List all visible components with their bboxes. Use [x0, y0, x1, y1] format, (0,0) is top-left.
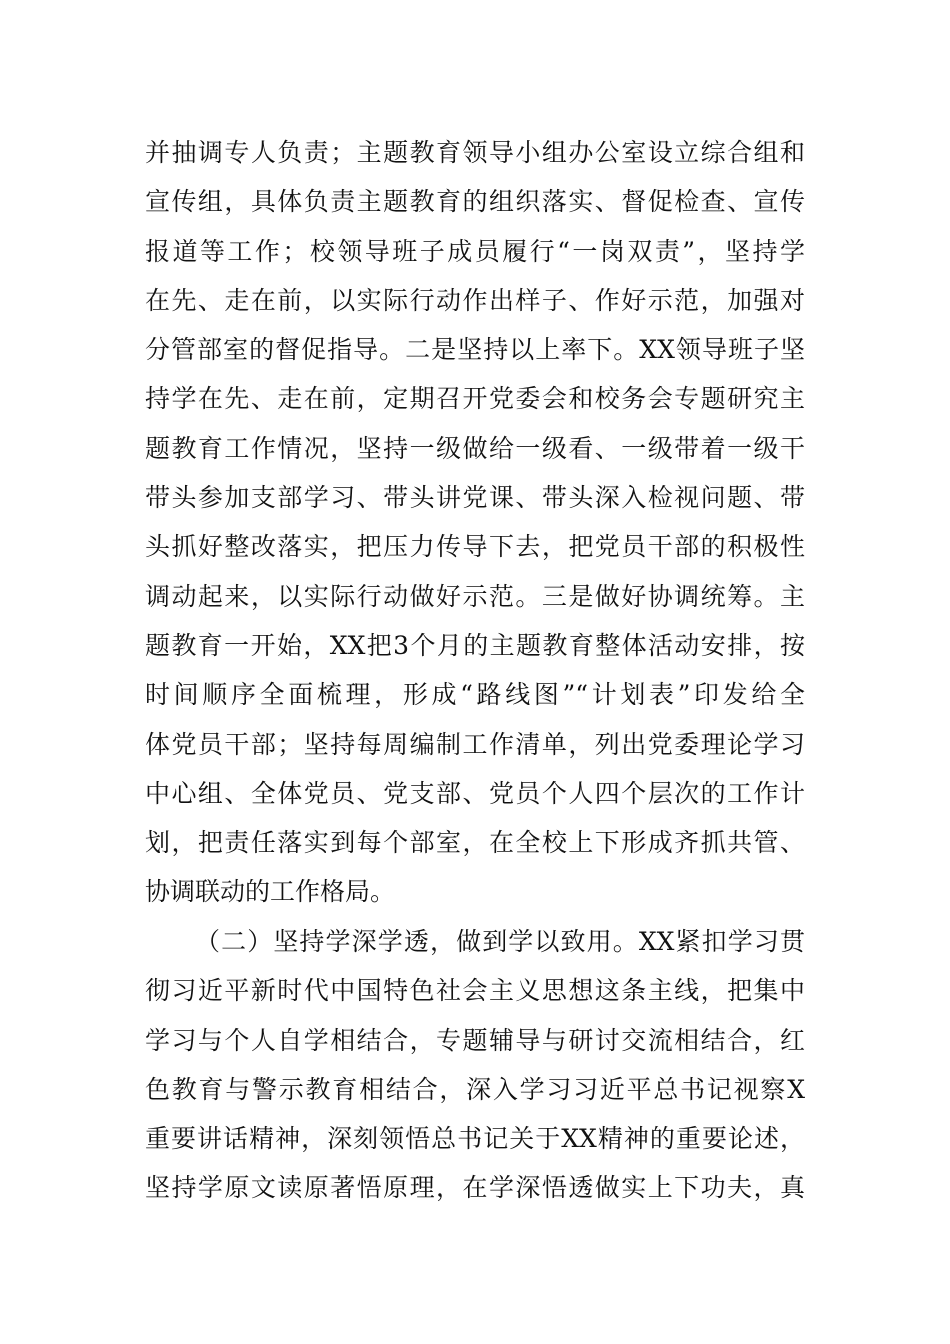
text-line: 划，把责任落实到每个部室，在全校上下形成齐抓共管、	[145, 828, 805, 858]
text-line: 头抓好整改落实，把压力传导下去，把党员干部的积极性	[145, 532, 805, 562]
text-line: （二）坚持学深学透，做到学以致用。XX紧扣学习贯	[195, 927, 805, 956]
text-line: 重要讲话精神，深刻领悟总书记关于XX精神的重要论述，	[145, 1124, 805, 1154]
paragraph-2	[145, 917, 805, 1213]
text-line: 宣传组，具体负责主题教育的组织落实、督促检查、宣传	[145, 187, 805, 217]
text-line: 并抽调专人负责；主题教育领导小组办公室设立综合组和	[145, 138, 805, 167]
text-line: 协调联动的工作格局。	[145, 877, 396, 907]
text-line: 分管部室的督促指导。二是坚持以上率下。XX领导班子坚	[145, 335, 805, 365]
text-line: 中心组、全体党员、党支部、党员个人四个层次的工作计	[145, 778, 805, 808]
paragraph-1	[145, 128, 805, 917]
text-line: 色教育与警示教育相结合，深入学习习近平总书记视察X	[145, 1074, 805, 1104]
text-line: 时间顺序全面梳理，形成“路线图”“计划表”印发给全	[145, 680, 805, 710]
text-line: 学习与个人自学相结合，专题辅导与研讨交流相结合，红	[145, 1025, 805, 1055]
text-line: 坚持学原文读原著悟原理，在学深悟透做实上下功夫，真	[145, 1173, 805, 1203]
text-line: 体党员干部；坚持每周编制工作清单，列出党委理论学习	[145, 729, 805, 759]
text-line: 在先、走在前，以实际行动作出样子、作好示范，加强对	[145, 285, 805, 315]
text-line: 彻习近平新时代中国特色社会主义思想这条主线，把集中	[145, 976, 805, 1006]
text-line: 带头参加支部学习、带头讲党课、带头深入检视问题、带	[145, 483, 805, 513]
text-line: 报道等工作；校领导班子成员履行“一岗双责”，坚持学	[145, 236, 805, 266]
text-line: 持学在先、走在前，定期召开党委会和校务会专题研究主	[145, 384, 805, 414]
text-line: 题教育工作情况，坚持一级做给一级看、一级带着一级干	[145, 433, 805, 463]
text-line: 调动起来，以实际行动做好示范。三是做好协调统筹。主	[145, 581, 805, 611]
text-line: 题教育一开始，XX把3个月的主题教育整体活动安排，按	[145, 630, 805, 660]
